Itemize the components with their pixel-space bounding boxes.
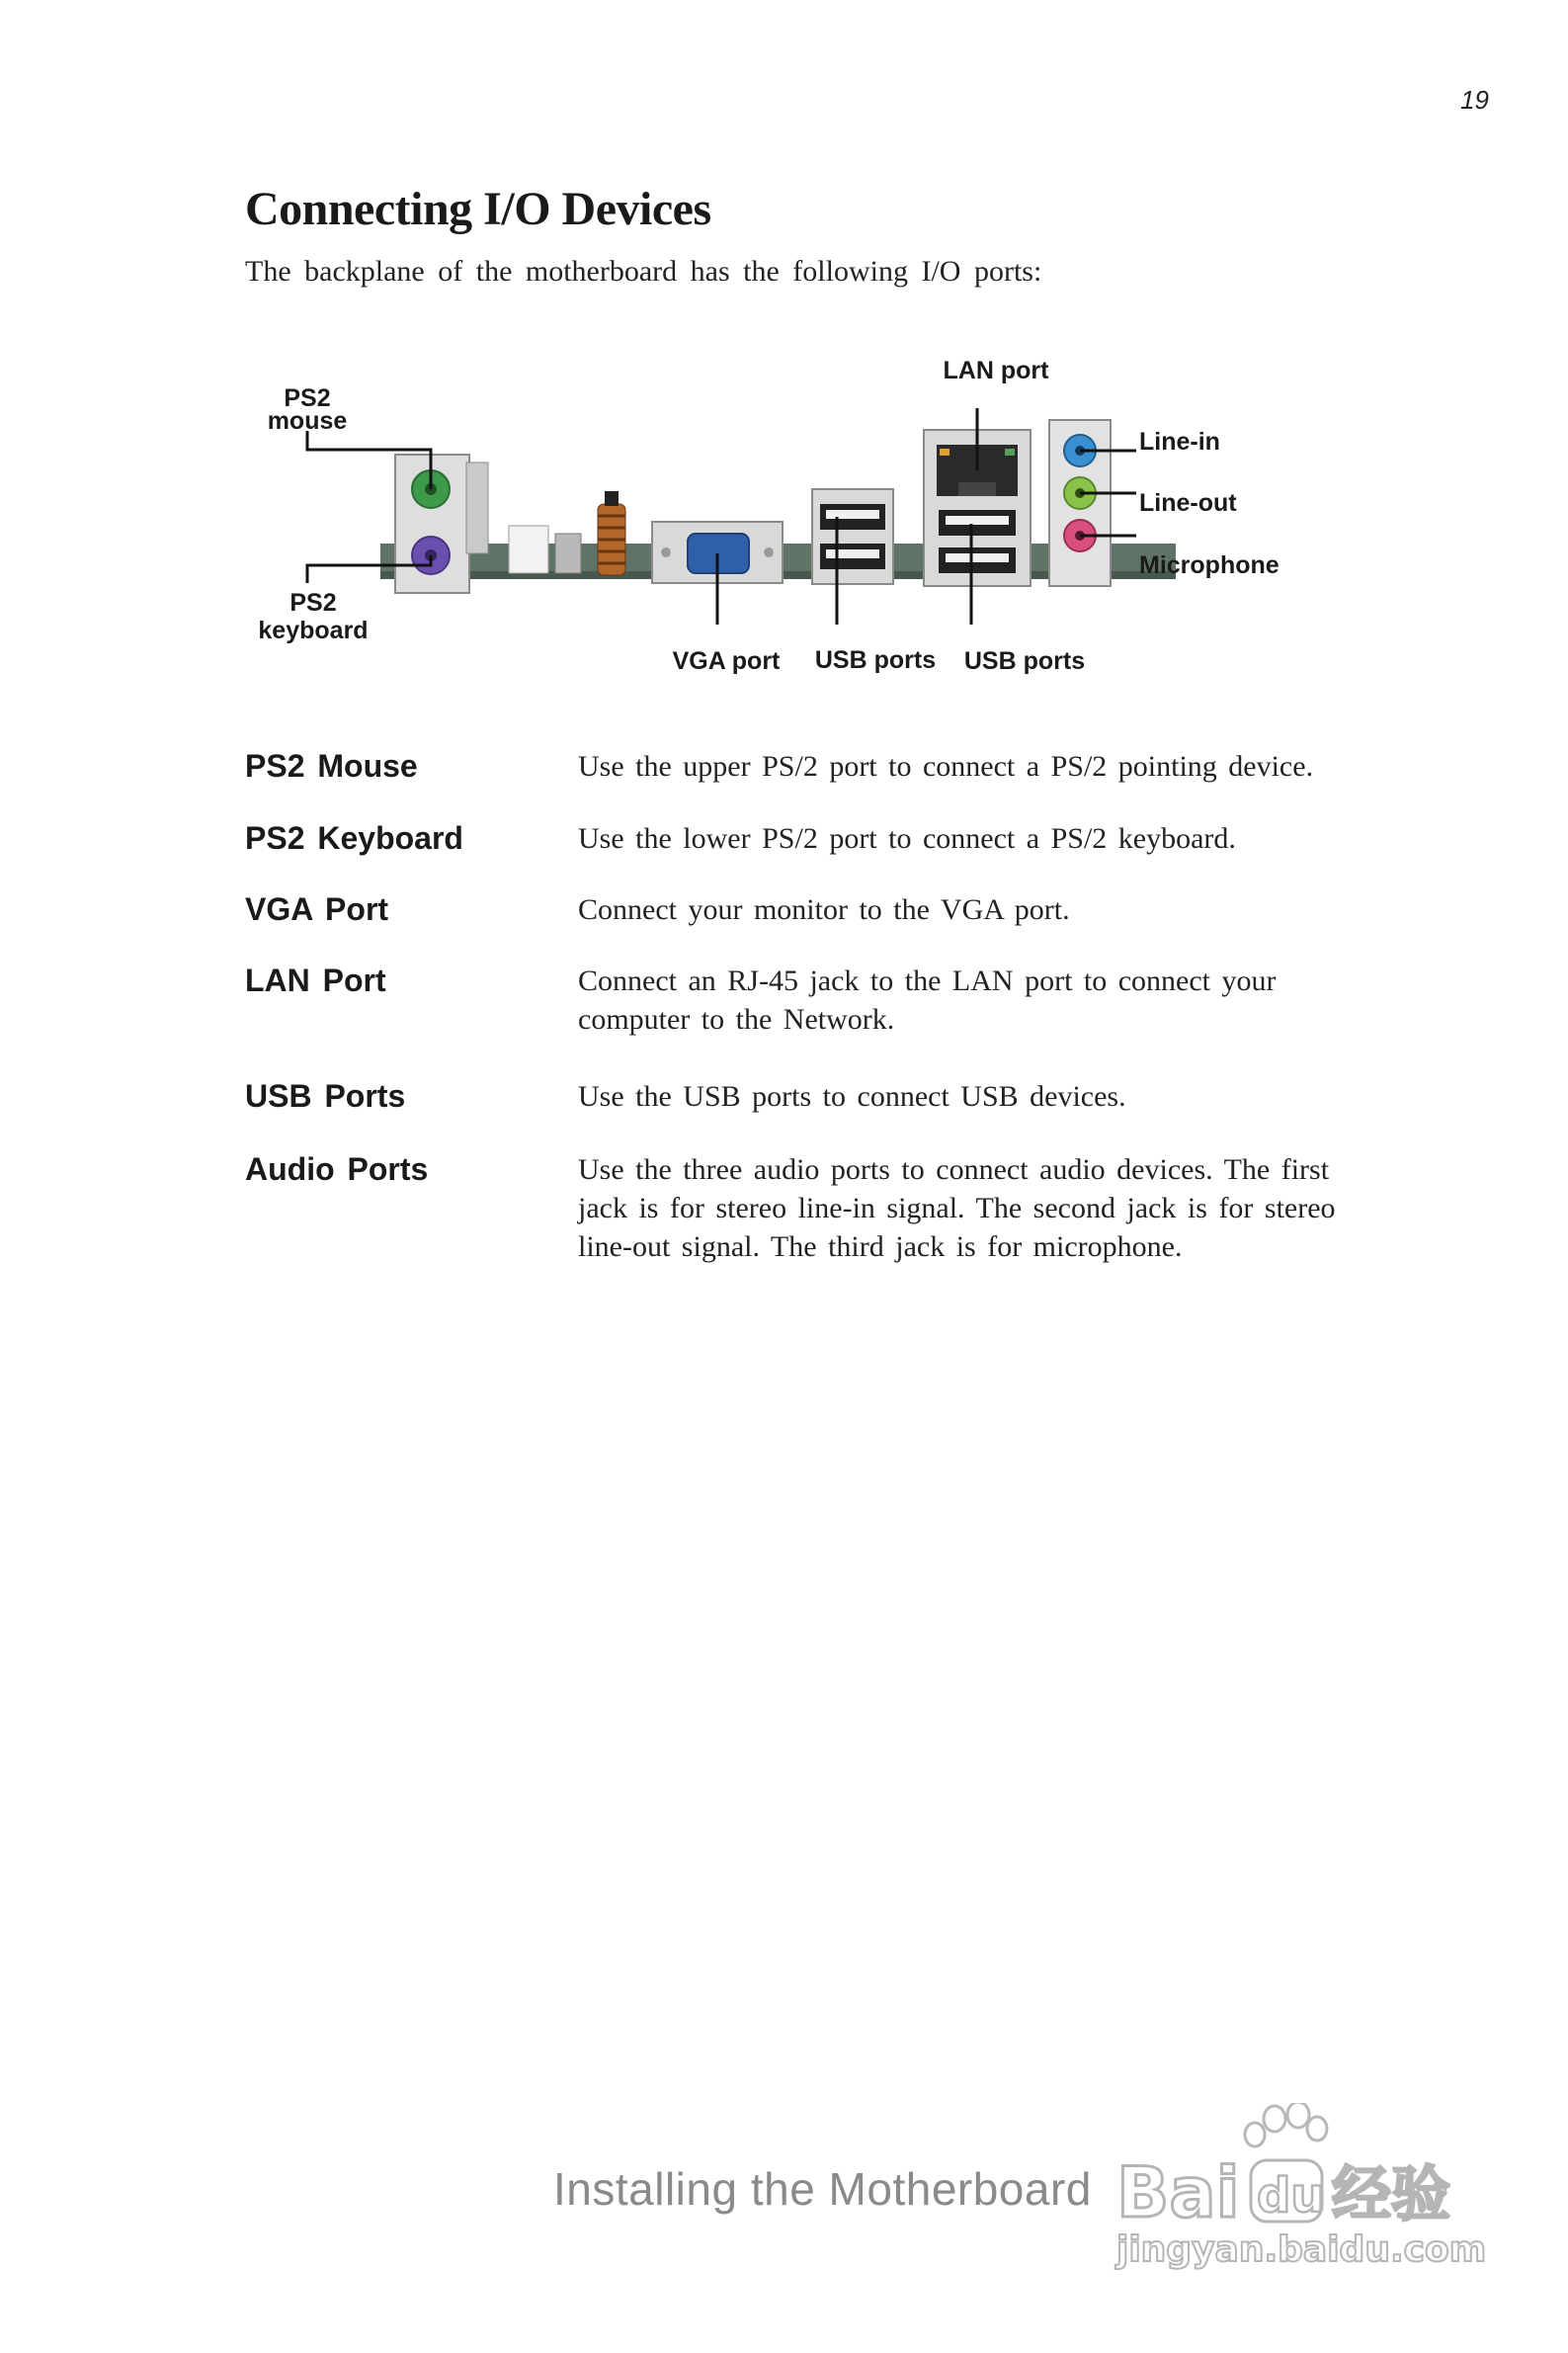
term-audio-ports: Audio Ports [245,1151,429,1187]
page-number: 19 [1460,85,1489,115]
label-ps2-mouse-1: PS2 [284,384,331,412]
desc-ps2-mouse: Use the upper PS/2 port to connect a PS/2 pointing device. [578,750,1314,783]
port-definitions [245,746,1381,1266]
watermark-brand-cn: 经验 [1332,2160,1450,2229]
label-ps2-keyboard-2: keyboard [258,617,369,644]
term-ps2-mouse: PS2 Mouse [245,748,418,784]
desc-lan-port: Connect an RJ-45 jack to the LAN port to connect your computer to the Network. [578,965,1277,1036]
label-ps2-mouse-2: mouse [267,407,348,435]
term-lan-port: LAN Port [245,963,386,998]
term-usb-ports: USB Ports [245,1078,406,1114]
definition-row [245,889,1381,929]
desc-usb-ports: Use the USB ports to connect USB devices. [578,1080,1126,1113]
white-connector [509,526,548,573]
watermark-brand: Bai [1116,2152,1240,2233]
footer-section-title: Installing the Motherboard [553,2163,1092,2215]
label-line-in: Line-in [1139,428,1220,456]
desc-vga-port: Connect your monitor to the VGA port. [578,893,1070,926]
label-vga-port: VGA port [672,647,781,675]
paw-logo-icon [1245,2103,1327,2146]
definition-row [245,961,1381,1039]
label-line-out: Line-out [1139,489,1237,517]
io-ports-diagram [247,346,1354,702]
watermark-url: jingyan.baidu.com [1116,2229,1487,2270]
usb-stack-1 [812,489,893,584]
watermark-brand-du: du [1257,2168,1325,2224]
label-microphone: Microphone [1139,551,1279,579]
definition-row [245,818,1381,858]
label-lan-port: LAN port [943,357,1049,384]
page-title: Connecting I/O Devices [245,183,711,235]
intro-text: The backplane of the motherboard has the following I/O ports: [245,255,1042,288]
definition-row [245,746,1381,786]
baidu-watermark [1105,2103,1500,2271]
io-backplane-figure [247,346,1354,702]
label-usb-ports-1: USB ports [814,646,937,674]
desc-audio-ports: Use the three audio ports to connect audio devices. The first jack is for stereo line-in signal. The second jack is for stereo line-out signal. The third jack is for microphone. [578,1153,1336,1263]
label-usb-ports-2: USB ports [963,647,1086,675]
definition-row [245,1149,1381,1266]
label-ps2-keyboard-1: PS2 [289,589,337,617]
term-vga-port: VGA Port [245,891,389,927]
capacitor [555,534,581,573]
definition-row [245,1076,1381,1116]
desc-ps2-keyboard: Use the lower PS/2 port to connect a PS/2 keyboard. [578,822,1236,855]
term-ps2-keyboard: PS2 Keyboard [245,820,463,856]
